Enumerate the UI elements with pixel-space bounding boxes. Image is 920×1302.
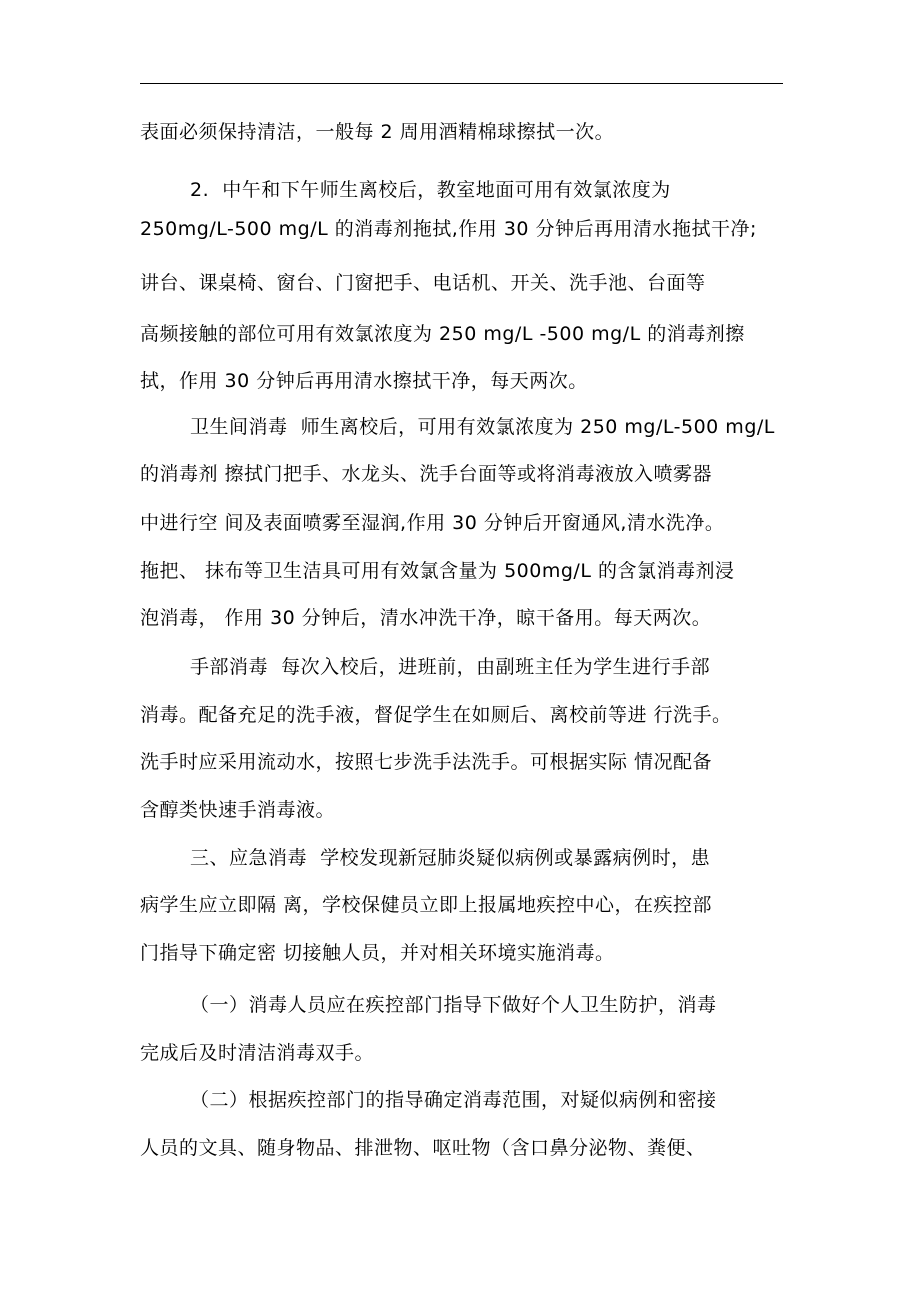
text-line: 卫生间消毒 师生离校后，可用有效氯浓度为 250 mg/L-500 mg/L	[190, 416, 775, 438]
text-line: 完成后及时清洁消毒双手。	[140, 1042, 375, 1064]
text-line: 三、应急消毒 学校发现新冠肺炎疑似病例或暴露病例时，患	[190, 847, 711, 869]
text-line: 的消毒剂 擦拭门把手、水龙头、洗手台面等或将消毒液放入喷雾器	[140, 463, 713, 485]
text-line: 中进行空 间及表面喷雾至湿润,作用 30 分钟后开窗通风,清水洗净。	[140, 512, 725, 534]
text-line: 手部消毒 每次入校后，进班前，由副班主任为学生进行手部	[190, 656, 711, 678]
header-rule	[140, 83, 783, 84]
text-line: 人员的文具、随身物品、排泄物、呕吐物（含口鼻分泌物、粪便、	[140, 1137, 706, 1159]
text-line: 250mg/L-500 mg/L 的消毒剂拖拭,作用 30 分钟后再用清水拖拭干净;	[140, 218, 757, 240]
text-line: 高频接触的部位可用有效氯浓度为 250 mg/L -500 mg/L 的消毒剂擦	[140, 323, 745, 345]
text-line: 泡消毒， 作用 30 分钟后，清水冲洗干净，晾干备用。每天两次。	[140, 607, 712, 629]
text-line: 病学生应立即隔 离，学校保健员立即上报属地疾控中心，在疾控部	[140, 894, 713, 916]
text-line: 拭，作用 30 分钟后再用清水擦拭干净，每天两次。	[140, 370, 588, 392]
text-line: 消毒。配备充足的洗手液，督促学生在如厕后、离校前等进 行洗手。	[140, 704, 732, 726]
text-line: 洗手时应采用流动水，按照七步洗手法洗手。可根据实际 情况配备	[140, 751, 713, 773]
text-line: 2. 中午和下午师生离校后，教室地面可用有效氯浓度为	[190, 179, 671, 201]
text-line: 门指导下确定密 切接触人员，并对相关环境实施消毒。	[140, 942, 615, 964]
text-line: （二）根据疾控部门的指导确定消毒范围，对疑似病例和密接	[190, 1089, 717, 1111]
text-line: 讲台、课桌椅、窗台、门窗把手、电话机、开关、洗手池、台面等	[140, 272, 706, 294]
text-line: 表面必须保持清洁，一般每 2 周用酒精棉球擦拭一次。	[140, 121, 615, 143]
text-line: （一）消毒人员应在疾控部门指导下做好个人卫生防护，消毒	[190, 994, 717, 1016]
text-line: 拖把、 抹布等卫生洁具可用有效氯含量为 500mg/L 的含氯消毒剂浸	[140, 560, 735, 582]
text-line: 含醇类快速手消毒液。	[140, 799, 336, 821]
